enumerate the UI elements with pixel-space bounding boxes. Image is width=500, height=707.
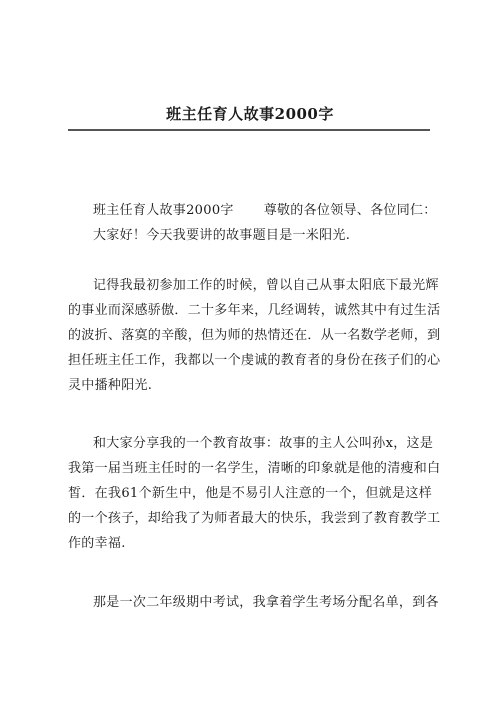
paragraph-line: 的波折、落寞的辛酸，但为师的热情还在．从一名数学老师，到	[68, 328, 441, 343]
title-underline	[68, 129, 430, 131]
paragraph-line: 的一个孩子，却给我了为师者最大的快乐，我尝到了教育教学工	[68, 511, 441, 526]
paragraph-line	[93, 199, 437, 218]
paragraph-line: 我第一届当班主任时的一名学生，清晰的印象就是他的清瘦和白	[68, 461, 441, 476]
document-title: 班主任育人故事2000字	[166, 105, 334, 123]
paragraph-line: 灵中播种阳光.	[68, 378, 153, 393]
paragraph-line: 担任班主任工作，我都以一个虔诚的教育者的身份在孩子们的心	[68, 353, 441, 368]
subtitle-text: 班主任育人故事2000字	[93, 203, 234, 218]
salutation-text: 尊敬的各位领导、各位同仁：	[263, 203, 437, 218]
paragraph-line: 的事业而深感骄傲．二十多年来，几经调转，诚然其中有过生活	[68, 303, 441, 318]
paragraph-line: 作的幸福.	[68, 536, 126, 551]
paragraph-line: 和大家分享我的一个教育故事：故事的主人公叫孙x，这是	[93, 436, 434, 451]
paragraph-line: 那是一次二年级期中考试，我拿着学生考场分配名单，到各	[93, 595, 439, 610]
paragraph-line: 记得我最初参加工作的时候，曾以自己从事太阳底下最光辉	[93, 278, 439, 293]
paragraph-line: 皙．在我61个新生中，他是不易引人注意的一个，但就是这样	[68, 486, 432, 501]
paragraph-line: 大家好！今天我要讲的故事题目是一米阳光.	[93, 228, 351, 243]
